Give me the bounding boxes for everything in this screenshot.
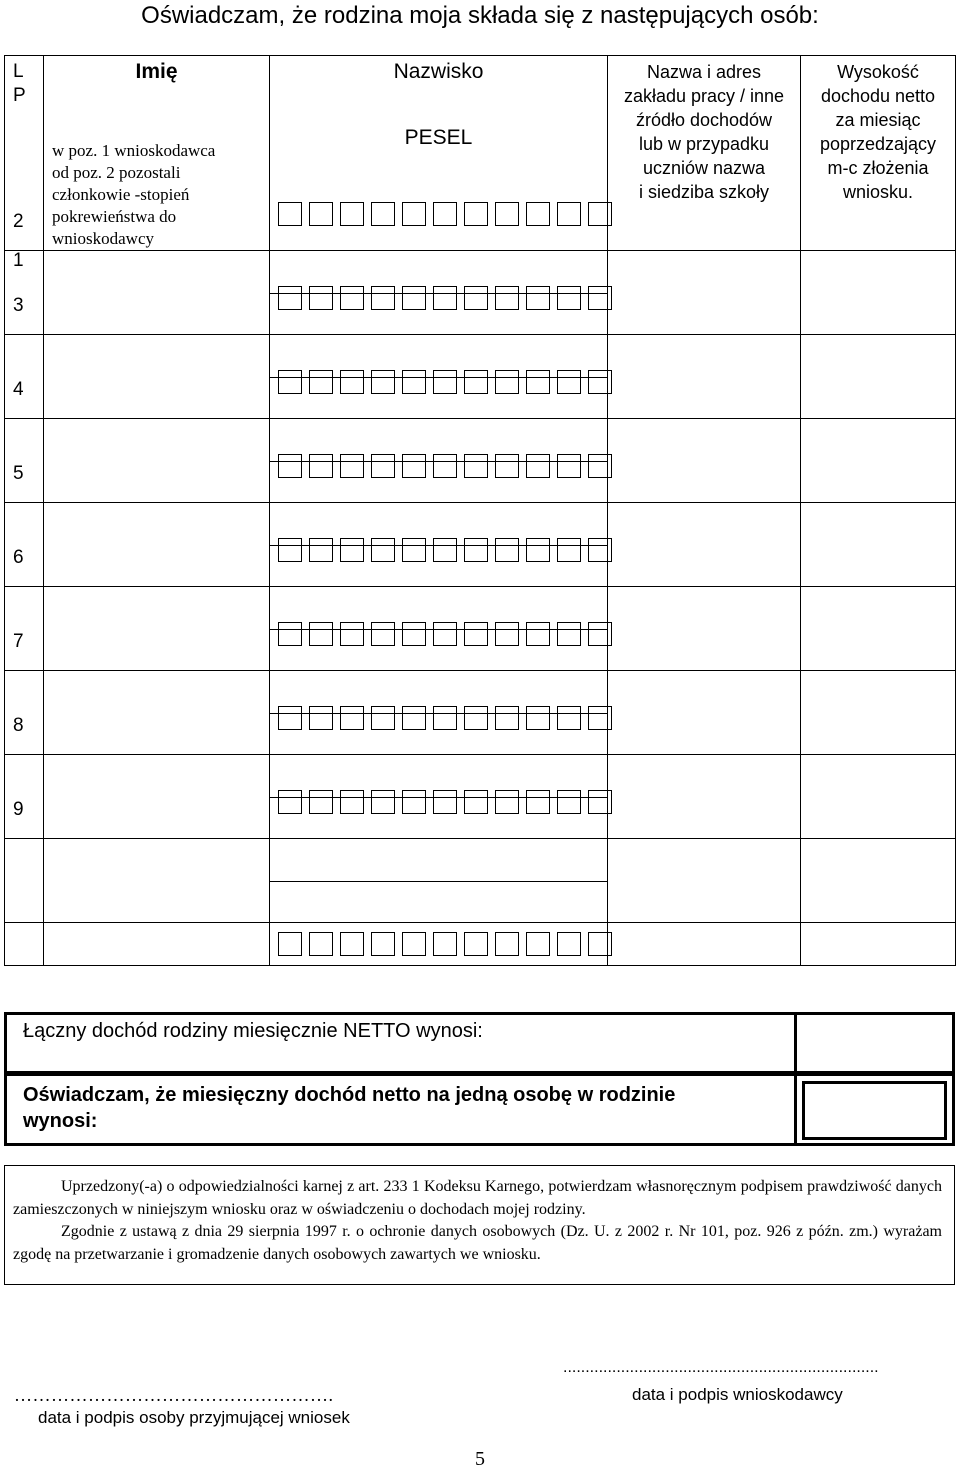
lp-header-l: L xyxy=(13,61,24,82)
pesel-digit-box[interactable] xyxy=(278,286,302,310)
pesel-digit-box[interactable] xyxy=(557,286,581,310)
nazwisko-header: Nazwisko xyxy=(393,60,484,83)
pesel-digit-box[interactable] xyxy=(340,286,364,310)
pesel-digit-box[interactable] xyxy=(402,932,426,956)
pesel-digit-box[interactable] xyxy=(588,370,612,394)
pesel-digit-box[interactable] xyxy=(371,370,395,394)
page-title: Oświadczam, że rodzina moja składa się z następujących osób: xyxy=(141,2,819,29)
pesel-digit-box[interactable] xyxy=(557,538,581,562)
pesel-digit-box[interactable] xyxy=(402,706,426,730)
pesel-digit-box[interactable] xyxy=(588,454,612,478)
pesel-digit-box[interactable] xyxy=(464,286,488,310)
work-header-cell xyxy=(608,56,801,251)
pesel-digit-box[interactable] xyxy=(402,790,426,814)
pesel-digit-box[interactable] xyxy=(526,538,550,562)
imie-cell[interactable] xyxy=(44,755,270,839)
pesel-digit-box[interactable] xyxy=(278,454,302,478)
pesel-digit-box[interactable] xyxy=(433,370,457,394)
lp-cell xyxy=(5,631,44,755)
pesel-digit-box[interactable] xyxy=(495,932,519,956)
pesel-digit-box[interactable] xyxy=(402,202,426,226)
pesel-boxes[interactable] xyxy=(278,622,612,646)
pesel-boxes[interactable] xyxy=(278,932,612,956)
pesel-digit-box[interactable] xyxy=(340,538,364,562)
row-number: 4 xyxy=(13,379,24,400)
nazwisko-pesel-cell[interactable] xyxy=(270,923,608,966)
imie-cell[interactable] xyxy=(44,335,270,419)
per-person-income-row xyxy=(4,1074,955,1146)
pesel-digit-box[interactable] xyxy=(402,370,426,394)
work-cell[interactable] xyxy=(608,671,801,755)
imie-cell[interactable] xyxy=(44,419,270,503)
lp-cell xyxy=(5,463,44,587)
pesel-digit-box[interactable] xyxy=(371,286,395,310)
pesel-digit-box[interactable] xyxy=(464,790,488,814)
pesel-digit-box[interactable] xyxy=(433,454,457,478)
pesel-digit-box[interactable] xyxy=(371,622,395,646)
family-members-table xyxy=(4,55,956,966)
pesel-digit-box[interactable] xyxy=(588,790,612,814)
pesel-digit-box[interactable] xyxy=(433,706,457,730)
pesel-digit-box[interactable] xyxy=(557,706,581,730)
pesel-digit-box[interactable] xyxy=(464,538,488,562)
income-cell[interactable] xyxy=(801,419,956,503)
pesel-boxes[interactable] xyxy=(278,286,612,310)
left-signature-label: data i podpis osoby przyjmującej wniosek xyxy=(38,1408,350,1427)
imie-cell[interactable] xyxy=(44,839,270,923)
pesel-digit-box[interactable] xyxy=(588,706,612,730)
lp-cell xyxy=(5,295,44,419)
pesel-digit-box[interactable] xyxy=(433,790,457,814)
right-signature-line: ....................................................................... xyxy=(563,1359,879,1376)
total-income-field[interactable] xyxy=(794,1015,952,1071)
pesel-header: PESEL xyxy=(404,126,473,149)
lp-cell xyxy=(5,923,44,966)
work-header: Nazwa i adres zakładu pracy / inne źródło dochodów lub w przypadku uczniów nazwa i siedziba szkoły xyxy=(623,62,785,202)
imie-cell[interactable] xyxy=(44,671,270,755)
pesel-digit-box[interactable] xyxy=(588,202,612,226)
row-number: 8 xyxy=(13,715,24,736)
imie-cell[interactable] xyxy=(44,503,270,587)
pesel-boxes[interactable] xyxy=(278,790,612,814)
pesel-digit-box[interactable] xyxy=(557,790,581,814)
pesel-digit-box[interactable] xyxy=(495,790,519,814)
pesel-digit-box[interactable] xyxy=(526,454,550,478)
pesel-digit-box[interactable] xyxy=(526,286,550,310)
pesel-digit-box[interactable] xyxy=(464,454,488,478)
income-header: Wysokość dochodu netto za miesiąc poprzedzający m-c złożenia wniosku. xyxy=(819,62,937,202)
pesel-digit-box[interactable] xyxy=(588,538,612,562)
pesel-digit-box[interactable] xyxy=(340,202,364,226)
lp-cell xyxy=(5,379,44,503)
pesel-digit-box[interactable] xyxy=(278,538,302,562)
pesel-digit-box[interactable] xyxy=(526,932,550,956)
pesel-digit-box[interactable] xyxy=(402,538,426,562)
pesel-digit-box[interactable] xyxy=(402,622,426,646)
pesel-digit-box[interactable] xyxy=(557,932,581,956)
income-cell[interactable] xyxy=(801,839,956,923)
pesel-digit-box[interactable] xyxy=(588,622,612,646)
lp-header-p: P xyxy=(13,85,26,106)
pesel-digit-box[interactable] xyxy=(526,622,550,646)
pesel-digit-box[interactable] xyxy=(278,370,302,394)
pesel-digit-box[interactable] xyxy=(371,932,395,956)
pesel-digit-box[interactable] xyxy=(495,454,519,478)
income-cell[interactable] xyxy=(801,503,956,587)
pesel-digit-box[interactable] xyxy=(402,286,426,310)
declaration-box xyxy=(4,1165,955,1285)
work-cell[interactable] xyxy=(608,419,801,503)
income-cell[interactable] xyxy=(801,755,956,839)
pesel-digit-box[interactable] xyxy=(526,202,550,226)
pesel-digit-box[interactable] xyxy=(340,622,364,646)
imie-cell[interactable] xyxy=(44,923,270,966)
pesel-digit-box[interactable] xyxy=(495,286,519,310)
income-cell[interactable] xyxy=(801,671,956,755)
pesel-digit-box[interactable] xyxy=(557,454,581,478)
pesel-digit-box[interactable] xyxy=(526,790,550,814)
pesel-digit-box[interactable] xyxy=(588,932,612,956)
work-cell[interactable] xyxy=(608,839,801,923)
pesel-digit-box[interactable] xyxy=(309,454,333,478)
pesel-digit-box[interactable] xyxy=(464,622,488,646)
pesel-digit-box[interactable] xyxy=(495,370,519,394)
income-cell[interactable] xyxy=(801,251,956,335)
declaration-data-consent: Zgodnie z ustawą z dnia 29 sierpnia 1997 r. o ochronie danych osobowych (Dz. U. z 2002 r. Nr 101, poz. 926 z późn. zm.) wyrażam zgodę na przetwarzanie i gromadzenie danych osobowych zawartych we wniosku. xyxy=(13,1223,942,1263)
lp-header-cell xyxy=(5,56,44,271)
pesel-digit-box[interactable] xyxy=(526,706,550,730)
row-number: 3 xyxy=(13,295,24,316)
pesel-digit-box[interactable] xyxy=(309,286,333,310)
pesel-boxes[interactable] xyxy=(278,706,612,730)
pesel-digit-box[interactable] xyxy=(433,538,457,562)
per-person-income-field[interactable] xyxy=(794,1076,952,1143)
left-signature-line: ……………………………………………. xyxy=(14,1385,334,1405)
total-income-label: Łączny dochód rodziny miesięcznie NETTO wynosi: xyxy=(23,1020,483,1042)
pesel-digit-box[interactable] xyxy=(340,454,364,478)
total-income-row xyxy=(4,1012,955,1074)
pesel-digit-box[interactable] xyxy=(526,370,550,394)
lp-cell xyxy=(5,211,44,335)
pesel-digit-box[interactable] xyxy=(278,932,302,956)
pesel-digit-box[interactable] xyxy=(309,538,333,562)
pesel-digit-box[interactable] xyxy=(464,706,488,730)
pesel-digit-box[interactable] xyxy=(557,622,581,646)
pesel-digit-box[interactable] xyxy=(309,706,333,730)
pesel-digit-box[interactable] xyxy=(309,790,333,814)
imie-header: Imię xyxy=(135,60,178,83)
pesel-digit-box[interactable] xyxy=(557,370,581,394)
pesel-digit-box[interactable] xyxy=(464,370,488,394)
pesel-digit-box[interactable] xyxy=(371,790,395,814)
pesel-digit-box[interactable] xyxy=(557,202,581,226)
pesel-boxes[interactable] xyxy=(278,370,612,394)
income-cell[interactable] xyxy=(801,923,956,966)
lp-cell xyxy=(5,547,44,671)
pesel-digit-box[interactable] xyxy=(464,932,488,956)
work-cell[interactable] xyxy=(608,587,801,671)
pesel-digit-box[interactable] xyxy=(340,932,364,956)
pesel-digit-box[interactable] xyxy=(433,286,457,310)
pesel-digit-box[interactable] xyxy=(340,706,364,730)
pesel-digit-box[interactable] xyxy=(464,202,488,226)
pesel-digit-box[interactable] xyxy=(402,454,426,478)
nazwisko-pesel-cell[interactable] xyxy=(270,839,608,923)
income-cell[interactable] xyxy=(801,335,956,419)
imie-cell[interactable] xyxy=(44,587,270,671)
pesel-digit-box[interactable] xyxy=(371,706,395,730)
work-cell[interactable] xyxy=(608,503,801,587)
pesel-digit-box[interactable] xyxy=(309,370,333,394)
page-number: 5 xyxy=(475,1448,485,1470)
row-number-1: 1 xyxy=(13,250,24,271)
pesel-boxes[interactable] xyxy=(278,454,612,478)
pesel-digit-box[interactable] xyxy=(340,370,364,394)
lp-cell xyxy=(5,715,44,839)
work-cell[interactable] xyxy=(608,335,801,419)
pesel-digit-box[interactable] xyxy=(371,538,395,562)
imie-subtext: w poz. 1 wnioskodawca od poz. 2 pozostali członkowie -stopień pokrewieństwa do wnioskodawcy xyxy=(52,141,216,248)
pesel-digit-box[interactable] xyxy=(495,202,519,226)
pesel-digit-box[interactable] xyxy=(588,286,612,310)
pesel-digit-box[interactable] xyxy=(433,202,457,226)
income-header-cell xyxy=(801,56,956,251)
row-number: 5 xyxy=(13,463,24,484)
pesel-digit-box[interactable] xyxy=(340,790,364,814)
pesel-digit-box[interactable] xyxy=(309,202,333,226)
pesel-digit-box[interactable] xyxy=(495,622,519,646)
pesel-digit-box[interactable] xyxy=(433,932,457,956)
work-cell[interactable] xyxy=(608,251,801,335)
income-cell[interactable] xyxy=(801,587,956,671)
pesel-digit-box[interactable] xyxy=(433,622,457,646)
imie-cell[interactable] xyxy=(44,251,270,335)
pesel-digit-box[interactable] xyxy=(371,202,395,226)
pesel-boxes[interactable] xyxy=(278,538,612,562)
table-row xyxy=(5,839,956,923)
lp-cell xyxy=(5,799,44,923)
pesel-digit-box[interactable] xyxy=(309,932,333,956)
row-number: 2 xyxy=(13,211,24,232)
pesel-digit-box[interactable] xyxy=(278,706,302,730)
right-signature-label: data i podpis wnioskodawcy xyxy=(632,1385,843,1404)
imie-header-cell xyxy=(44,56,270,251)
pesel-digit-box[interactable] xyxy=(309,622,333,646)
table-row xyxy=(5,923,956,966)
pesel-digit-box[interactable] xyxy=(278,202,302,226)
pesel-digit-box[interactable] xyxy=(278,622,302,646)
row-number: 6 xyxy=(13,547,24,568)
work-cell[interactable] xyxy=(608,755,801,839)
pesel-digit-box[interactable] xyxy=(278,790,302,814)
pesel-digit-box[interactable] xyxy=(495,538,519,562)
work-cell[interactable] xyxy=(608,923,801,966)
row-number: 9 xyxy=(13,799,24,820)
row-number: 7 xyxy=(13,631,24,652)
declaration-criminal-liability: Uprzedzony(-a) o odpowiedzialności karnej z art. 233 1 Kodeksu Karnego, potwierdzam własnoręcznym podpisem prawdziwość danych zamieszczonych w niniejszym wniosku oraz w oświadczeniu o dochodach mojej rodziny. xyxy=(13,1178,942,1218)
pesel-digit-box[interactable] xyxy=(371,454,395,478)
pesel-digit-box[interactable] xyxy=(495,706,519,730)
pesel-boxes[interactable] xyxy=(278,202,612,226)
per-person-income-label: Oświadczam, że miesięczny dochód netto na jedną osobę w rodzinie wynosi: xyxy=(23,1084,676,1132)
